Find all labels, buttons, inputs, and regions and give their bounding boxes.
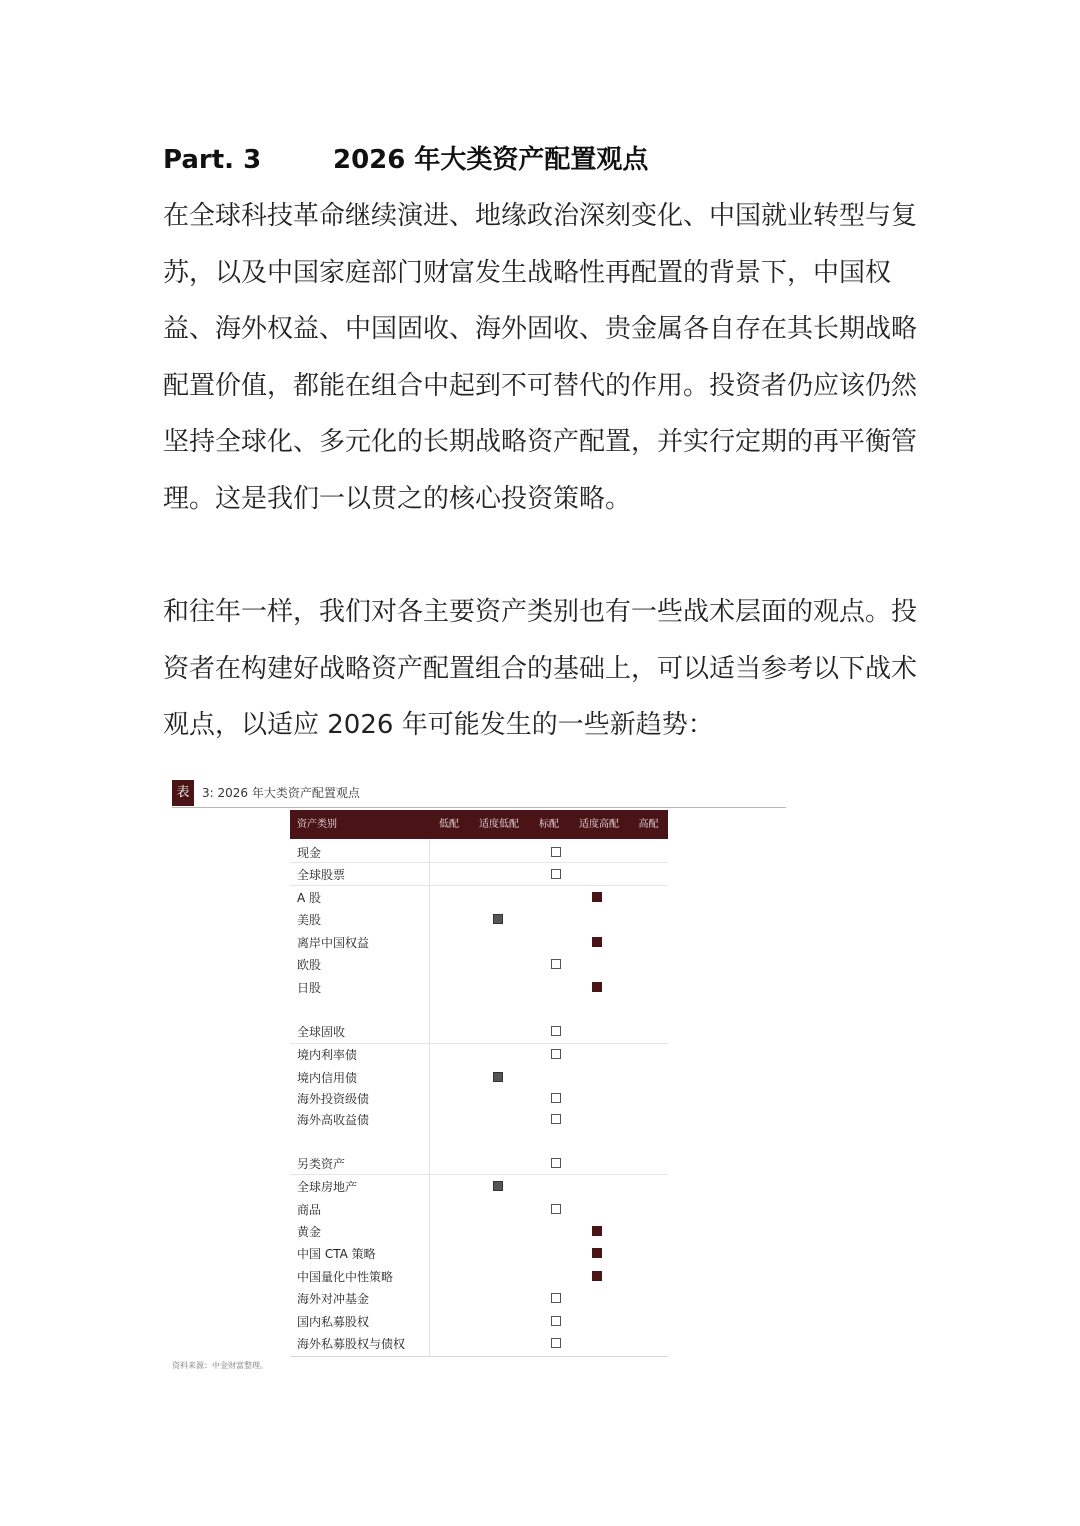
allocation-marker [592, 1271, 602, 1281]
allocation-marker [551, 1204, 561, 1214]
paragraph-text: 和往年一样，我们对各主要资产类别也有一些战术层面的观点。投资者在构建好战略资产配置组合的基础上，可以适当参考以下战术观点，以适应 2026 年可能发生的一些新趋势： [163, 597, 918, 740]
table-row [290, 978, 668, 998]
asset-class-label: 中国量化中性策略 [297, 1270, 394, 1284]
asset-class-label: 全球固收 [297, 1025, 346, 1039]
header-asset-class: 资产类别 [297, 819, 337, 830]
table-row [290, 1045, 668, 1065]
part-number: Part. 3 [163, 145, 262, 175]
header-moderate-overweight: 适度高配 [579, 819, 619, 830]
allocation-marker [551, 869, 561, 879]
allocation-marker [592, 1248, 602, 1258]
allocation-marker [551, 1093, 561, 1103]
table-row [290, 1022, 668, 1042]
allocation-marker [551, 1049, 561, 1059]
table-row [290, 910, 668, 930]
asset-class-label: 中国 CTA 策略 [297, 1247, 376, 1261]
asset-class-label: 美股 [297, 913, 322, 927]
asset-allocation-table [290, 810, 668, 1357]
asset-class-label: A 股 [297, 891, 322, 905]
asset-class-label: 全球股票 [297, 868, 346, 882]
asset-class-label: 国内私募股权 [297, 1315, 370, 1329]
section-heading [163, 140, 648, 180]
row-separator [290, 1174, 668, 1175]
table-row [290, 1200, 668, 1220]
table-header [290, 810, 668, 839]
table-row [290, 955, 668, 975]
table-row [290, 1289, 668, 1309]
table-row [290, 865, 668, 885]
asset-class-label: 境内信用债 [297, 1071, 358, 1085]
allocation-marker [592, 937, 602, 947]
section-title: 2026 年大类资产配置观点 [333, 145, 649, 175]
allocation-marker [551, 1338, 561, 1348]
asset-class-label: 现金 [297, 846, 322, 860]
row-separator [290, 1043, 668, 1044]
table-row [290, 1312, 668, 1332]
asset-class-label: 海外高收益债 [297, 1113, 370, 1127]
asset-class-label: 黄金 [297, 1225, 322, 1239]
table-row [290, 1222, 668, 1242]
table-row [290, 1267, 668, 1287]
asset-class-label: 全球房地产 [297, 1180, 358, 1194]
allocation-marker [592, 1226, 602, 1236]
table-row [290, 1244, 668, 1264]
asset-class-label: 离岸中国权益 [297, 936, 370, 950]
header-moderate-underweight: 适度低配 [479, 819, 519, 830]
allocation-marker [551, 1158, 561, 1168]
figure-source: 资料来源：中金财富整理。 [172, 1361, 268, 1370]
figure-tag: 表 [172, 780, 194, 806]
header-overweight: 高配 [638, 819, 659, 830]
asset-class-label: 商品 [297, 1203, 322, 1217]
asset-class-label: 日股 [297, 981, 322, 995]
figure-title: 3: 2026 年大类资产配置观点 [202, 786, 360, 800]
table-row [290, 1068, 668, 1088]
table-row [290, 1154, 668, 1174]
allocation-marker [551, 1293, 561, 1303]
table-row [290, 933, 668, 953]
allocation-marker [551, 847, 561, 857]
table-row [290, 888, 668, 908]
figure-title-bar [172, 780, 786, 808]
allocation-marker [551, 1316, 561, 1326]
asset-class-label: 海外投资级债 [297, 1092, 370, 1106]
asset-class-label: 境内利率债 [297, 1048, 358, 1062]
header-neutral: 标配 [539, 819, 559, 830]
table-row [290, 1110, 668, 1130]
asset-class-label: 海外对冲基金 [297, 1292, 370, 1306]
allocation-marker [493, 914, 503, 924]
allocation-marker [592, 892, 602, 902]
paragraph-tactical [163, 584, 923, 754]
allocation-marker [551, 1114, 561, 1124]
asset-class-label: 欧股 [297, 958, 322, 972]
allocation-marker [551, 959, 561, 969]
paragraph-strategic [163, 188, 923, 527]
allocation-marker [551, 1026, 561, 1036]
header-underweight: 低配 [439, 819, 459, 830]
paragraph-text: 在全球科技革命继续演进、地缘政治深刻变化、中国就业转型与复苏，以及中国家庭部门财富发生战略性再配置的背景下，中国权益、海外权益、中国固收、海外固收、贵金属各自存在其长期战略配置价值，都能在组合中起到不可替代的作用。投资者仍应该仍然坚持全球化、多元化的长期战略资产配置，并实行定期的再平衡管理。这是我们一以贯之的核心投资策略。 [163, 201, 918, 514]
table-row [290, 1177, 668, 1197]
allocation-marker [493, 1072, 503, 1082]
asset-class-label: 另类资产 [297, 1157, 346, 1171]
asset-class-label: 海外私募股权与债权 [297, 1337, 406, 1351]
allocation-marker [493, 1181, 503, 1191]
row-separator [290, 885, 668, 886]
table-row [290, 1334, 668, 1354]
table-row [290, 843, 668, 863]
table-row [290, 1089, 668, 1109]
allocation-marker [592, 982, 602, 992]
